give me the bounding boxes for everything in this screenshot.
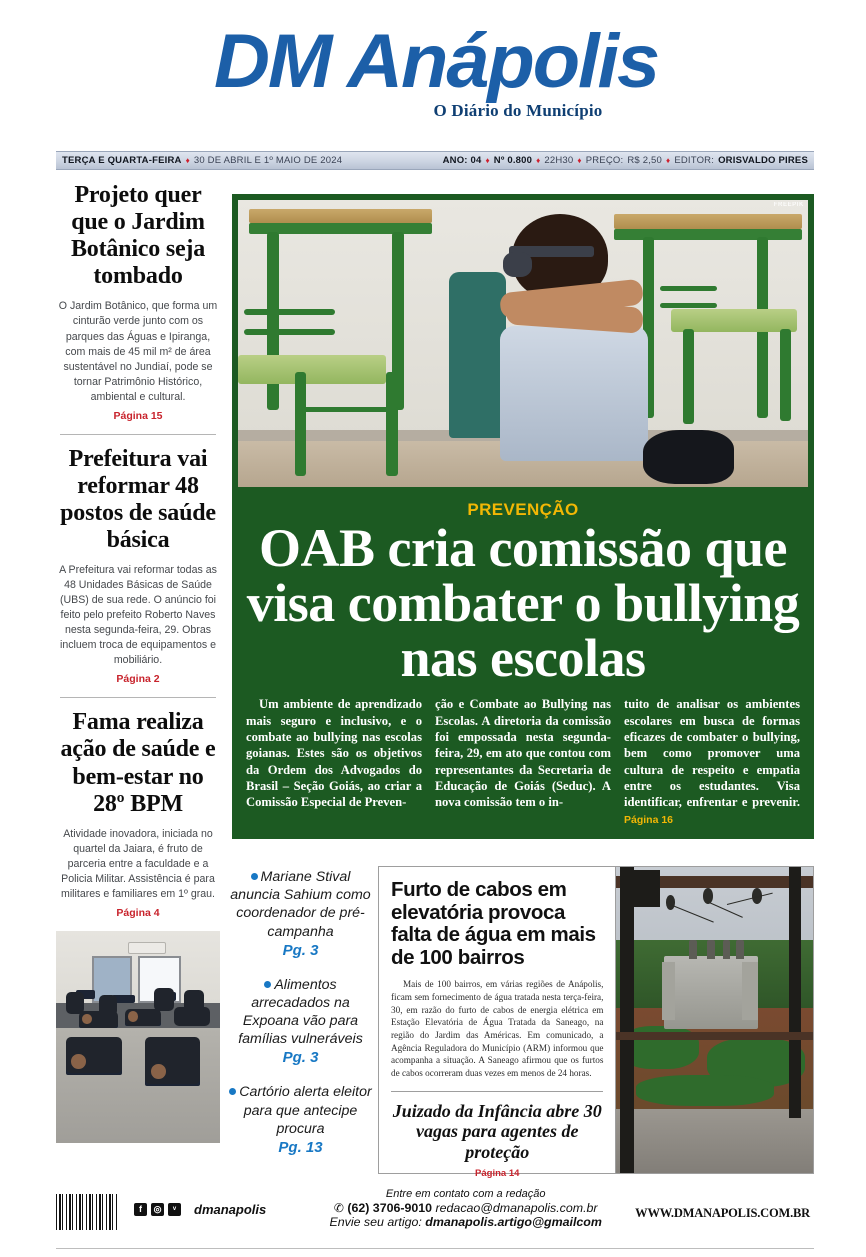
submit-email[interactable]: dmanapolis.artigo@gmailcom — [425, 1215, 602, 1229]
sidebar-story-2-body: A Prefeitura vai reformar todas as 48 Unidades Básicas de Saúde (UBS) de sua rede. O anúncio foi feito pelo prefeito Roberto Naves nesta segunda-feira, 29. Obras incluem troca de equipamentos e mobiliário. — [59, 564, 217, 667]
year-label: ANO: 04 — [442, 155, 482, 166]
diamond-icon: ♦ — [485, 155, 490, 165]
bullet-page-ref[interactable]: Pg. 13 — [278, 1138, 323, 1156]
lead-column-1-text: Um ambiente de aprendizado mais seguro e inclusivo, e o combate ao bullying nas escolas goianas. Estes são os objetivos da Ordem dos Advogados do Brasil – Seção Goiás, ao criar a Comissão Especial de Preven- — [246, 697, 422, 810]
bullet-label: Alimentos arrecadados na Expoana vão para famílias vulneráveis — [238, 976, 363, 1048]
sidebar-story-1 — [56, 182, 220, 422]
masthead — [0, 19, 866, 144]
bullet-page-ref[interactable]: Pg. 3 — [282, 1049, 319, 1067]
contact-block — [266, 1188, 635, 1229]
sidebar-story-3-body: Atividade inovadora, iniciada no quartel da Jaiara, é fruto de parceria entre a faculdade e a Policia Militar. Assistência é para militares e familiares em 1º grau. — [61, 827, 215, 900]
bullet-item-text — [228, 868, 373, 941]
editor-label: EDITOR: — [674, 155, 715, 166]
lead-headline: OAB cria comissão que visa combater o bullying nas escolas — [246, 518, 800, 689]
date-bar-right — [443, 155, 808, 166]
sidebar-divider — [60, 697, 216, 698]
bullet-dot-icon — [251, 873, 258, 880]
secondary-story-photo — [615, 867, 813, 1173]
lead-body-columns — [232, 696, 814, 839]
sidebar-column — [56, 182, 220, 1143]
contact-phone[interactable]: (62) 3706-9010 — [347, 1201, 433, 1215]
diamond-icon: ♦ — [666, 155, 671, 165]
bullet-item[interactable] — [228, 868, 373, 959]
bullet-item-text — [228, 976, 373, 1049]
edition-time: 22H30 — [544, 155, 574, 166]
photo-credit: FREEPIK — [773, 202, 804, 208]
sidebar-story-3-headline: Fama realiza ação de saúde e bem-estar no 28º BPM — [60, 709, 216, 817]
sidebar-photo — [56, 931, 220, 1143]
lead-column-2 — [435, 696, 611, 827]
bullet-dot-icon — [229, 1088, 236, 1095]
masthead-subtitle: O Diário do Município — [433, 100, 603, 120]
lead-column-1 — [246, 696, 422, 827]
facebook-icon[interactable]: f — [134, 1203, 147, 1216]
contact-email[interactable]: redacao@dmanapolis.com.br — [435, 1201, 598, 1215]
contact-title: Entre em contato com a redação — [385, 1188, 546, 1200]
sidebar-story-2 — [56, 446, 220, 686]
date-bar — [56, 151, 814, 170]
sidebar-divider — [60, 434, 216, 435]
issue-number: Nº 0.800 — [493, 155, 533, 166]
sidebar-story-1-headline: Projeto quer que o Jardim Botânico seja tombado — [70, 182, 206, 290]
sidebar-story-2-page[interactable]: Página 2 — [116, 673, 160, 686]
social-links — [134, 1202, 266, 1217]
bullet-dot-icon — [264, 981, 271, 988]
footer — [56, 1188, 814, 1242]
editor-name: ORISVALDO PIRES — [718, 155, 808, 166]
lead-kicker: PREVENÇÃO — [467, 500, 579, 519]
contact-submit-line — [296, 1215, 635, 1229]
lead-column-3-text: tuito de analisar os ambientes escolares em busca de formas eficazes de combater o bullying, bem como promover uma cultura de respeito e empatia entre os estudantes. Visa identificar, enfrentar e prevenir. — [624, 697, 800, 810]
sidebar-story-3-page[interactable]: Página 4 — [116, 906, 160, 919]
secondary-story-body-text: Mais de 100 bairros, em várias regiões de Anápolis, ficam sem fornecimento de água tratada nesta terça-feira, 30, em razão do furto de cabos de energia elétrica em Estação Elevatória de Água Tratada da Saneago, na região do Jardim das Américas. Em comunicado, a Agência Reguladora do Município (ARM) informou que acompanha a situação. A Saneago afirmou que os furtos de cabos ocorreram duas vezes em menos de 24 horas. — [391, 979, 604, 1078]
footer-divider — [56, 1248, 814, 1249]
social-handle: dmanapolis — [194, 1202, 267, 1217]
contact-phone-line — [296, 1201, 635, 1215]
bullet-item-text — [228, 1083, 373, 1138]
tertiary-story-headline: Juizado da Infância abre 30 vagas para agentes de proteção — [392, 1100, 602, 1162]
diamond-icon: ♦ — [185, 155, 190, 165]
tertiary-story-page[interactable]: Página 14 — [475, 1168, 520, 1180]
secondary-story-divider — [391, 1091, 603, 1092]
lead-column-2-text: ção e Combate ao Bullying nas Escolas. A diretoria da comissão foi empossada nesta segunda-feira, 29, em ato que contou com representantes da Secretaria de Educação de Goiás (Seduc). A nova comissão tem o in- — [435, 697, 611, 810]
bullet-teaser-column — [228, 868, 373, 1173]
barcode — [56, 1194, 118, 1230]
lead-column-3 — [624, 696, 800, 827]
website-url[interactable]: WWW.DMANAPOLIS.COM.BR — [635, 1206, 810, 1220]
lead-photo — [238, 200, 808, 487]
price-label: PREÇO: — [585, 155, 624, 166]
issue-date: 30 DE ABRIL E 1º MAIO DE 2024 — [193, 155, 343, 166]
lead-story — [232, 194, 814, 839]
sidebar-story-3 — [56, 709, 220, 919]
price-value: R$ 2,50 — [627, 155, 663, 166]
secondary-story-text — [379, 867, 615, 1180]
diamond-icon: ♦ — [577, 155, 582, 165]
masthead-title: DM Anápolis — [213, 19, 659, 104]
date-bar-left — [62, 155, 342, 166]
submit-label: Envie seu artigo: — [329, 1215, 422, 1229]
bullet-label: Mariane Stival anuncia Sahium como coordenador de pré-campanha — [230, 869, 371, 940]
instagram-icon[interactable]: ◎ — [151, 1203, 164, 1216]
bullet-item[interactable] — [228, 976, 373, 1067]
bullet-page-ref[interactable]: Pg. 3 — [282, 941, 319, 959]
lead-page-ref[interactable]: Página 16 — [624, 813, 674, 826]
whatsapp-icon: ✆ — [333, 1201, 344, 1215]
secondary-story-box — [378, 866, 814, 1180]
secondary-story-body — [391, 978, 603, 1080]
bullet-item[interactable] — [228, 1083, 373, 1156]
sidebar-story-2-headline: Prefeitura vai reformar 48 postos de saúde básica — [60, 445, 216, 553]
secondary-story-headline: Furto de cabos em elevatória provoca falta de água em mais de 100 bairros — [391, 878, 596, 969]
diamond-icon: ♦ — [536, 155, 541, 165]
weekday-label: TERÇA E QUARTA-FEIRA — [62, 155, 182, 166]
sidebar-story-1-page[interactable]: Página 15 — [113, 409, 163, 422]
lead-text-block — [232, 493, 814, 839]
bullet-label: Cartório alerta eleitor para que antecipe procura — [239, 1084, 372, 1137]
lead-photo-frame — [232, 194, 814, 493]
twitter-icon[interactable]: ᵛ — [168, 1203, 181, 1216]
sidebar-story-1-body: O Jardim Botânico, que forma um cinturão verde junto com os parques das Águas e Ipiranga, com mais de 45 mil m² de área sustentável no Jundiaí, pode se tornar Patrimônio Histórico, ambiental e cultural. — [58, 300, 218, 403]
